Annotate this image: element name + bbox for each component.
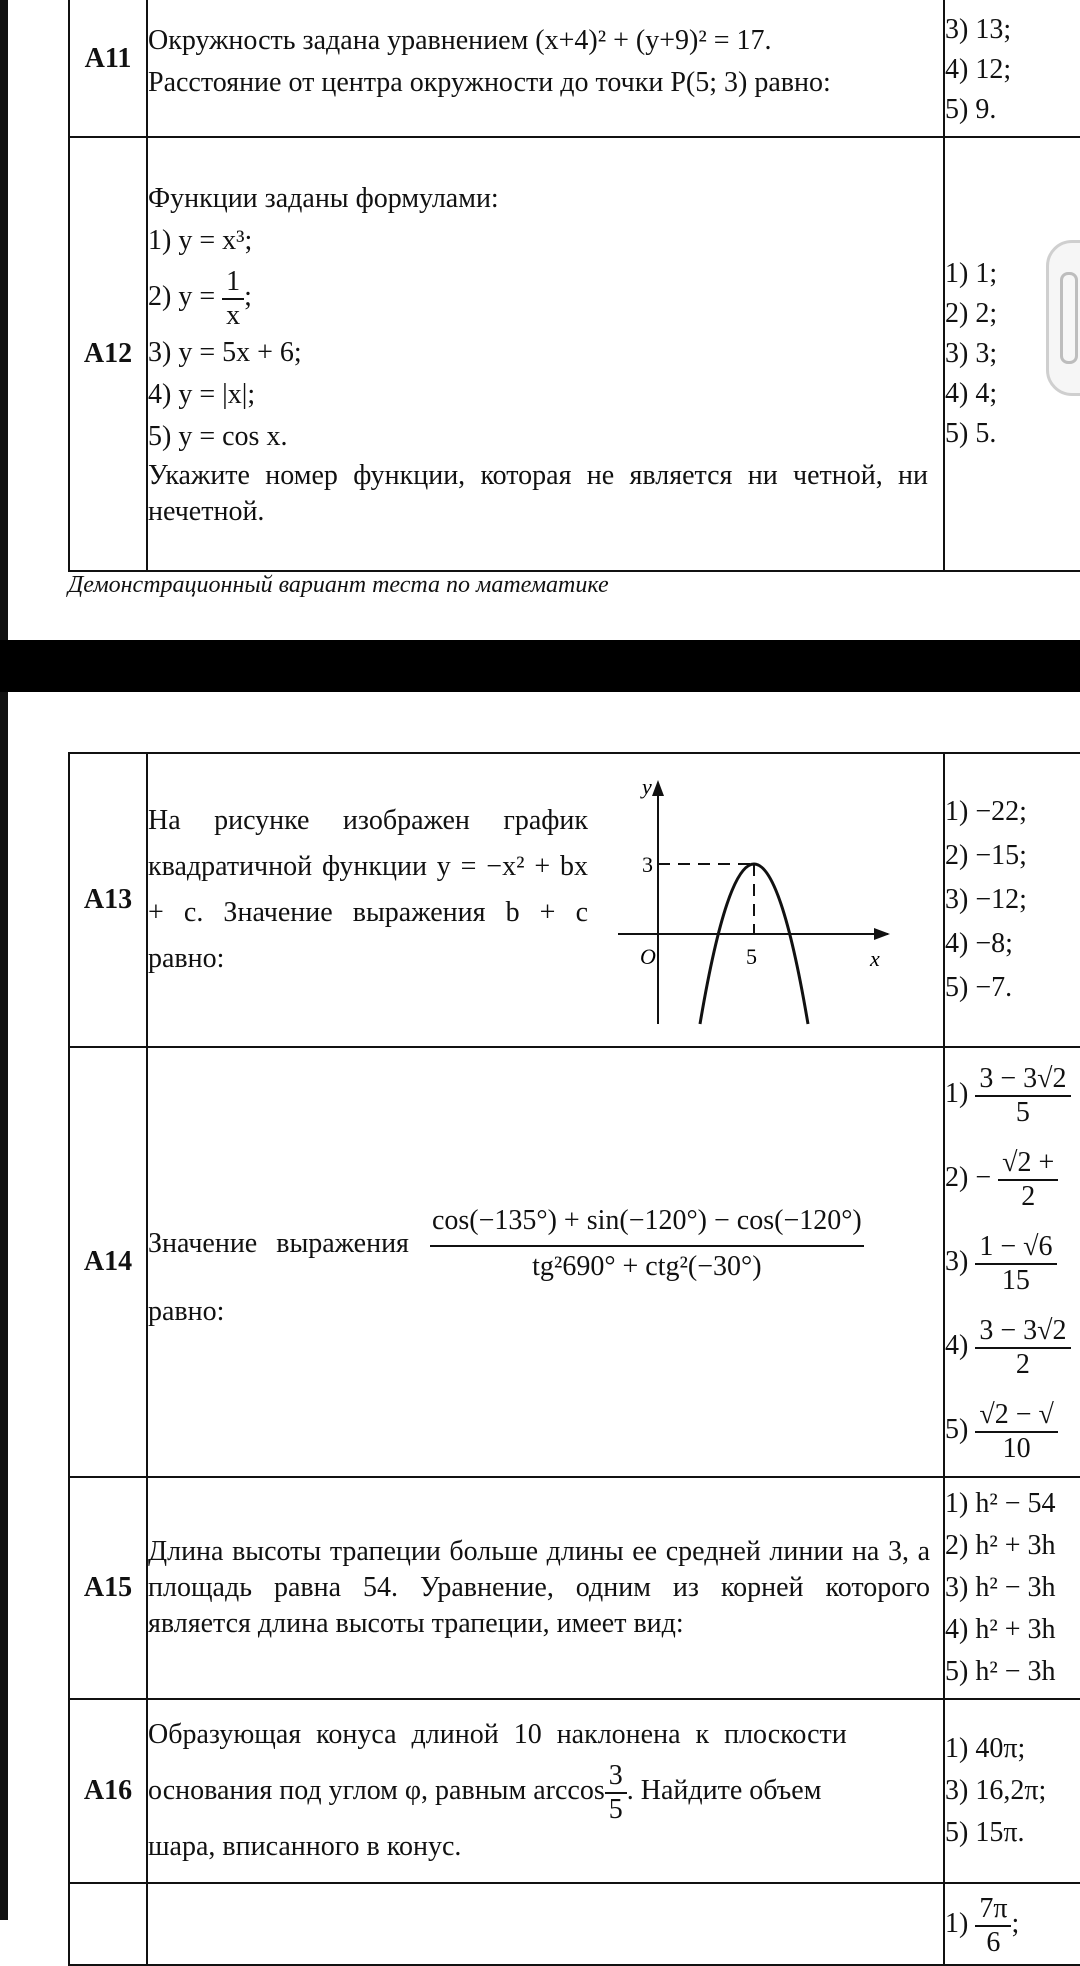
answer-option: 4) $\frac{3 - 3√2}{2}$ (945, 1304, 1080, 1388)
question-text (147, 137, 944, 571)
answer-options (944, 753, 1080, 1047)
answer-option: 4) h² + 3h (945, 1614, 1056, 1645)
parabola-graph (618, 774, 898, 1034)
question-line: Функции заданы формулами: (148, 183, 499, 214)
question-row-a13 (69, 753, 1080, 1047)
fraction: $\frac{1}{x}$ (222, 266, 244, 332)
question-line: Окружность задана уравнением (x+4)² + (y+9)² = 17. (148, 25, 772, 56)
x-arrow-icon (874, 928, 890, 940)
answer-option: 4) 12; (945, 54, 1012, 85)
question-text (147, 753, 944, 1047)
answer-option: 3) 13; (945, 14, 1012, 45)
tick-label-3: 3 (642, 852, 653, 877)
question-line: шара, вписанного в конус. (148, 1831, 462, 1862)
answer-option: 2) − $\frac{√2 +}{2}$ (945, 1136, 1080, 1220)
question-number: A16 (69, 1699, 147, 1883)
fraction: $\frac{3}{5}$ (605, 1760, 627, 1826)
page-footer: Демонстрационный вариант теста по математике (68, 572, 609, 598)
question-line: Значение выражения $\frac{\cos(-135^\circ) + \sin(-120^\circ) - \cos(-120^\circ)}{\text{tg²690° + ctg²(−30°)}}$ (148, 1201, 943, 1287)
question-row-a11 (69, 0, 1080, 137)
answer-option: 5) $\frac{√2 - √}{10}$ (945, 1388, 1080, 1472)
answer-option: 5) 15π. (945, 1817, 1025, 1848)
answer-option: 1) h² − 54 (945, 1488, 1056, 1519)
formula-1: 1) y = x³; (148, 225, 253, 256)
question-line: Образующая конуса длиной 10 наклонена к плоскости (148, 1719, 847, 1750)
question-number: A13 (69, 753, 147, 1047)
question-text (147, 0, 944, 137)
answer-option: 3) $\frac{1 - √6}{15}$ (945, 1220, 1080, 1304)
answer-option: 5) h² − 3h (945, 1656, 1056, 1687)
answer-options (944, 0, 1080, 137)
answer-option: 1) −22; (945, 796, 1027, 827)
formula-2: 2) y = $\frac{1}{x}$ ; (148, 265, 252, 331)
answer-option: 1) $\frac{7\pi}{6}$ ; (945, 1892, 1020, 1958)
scroll-handle-grip-icon (1060, 272, 1078, 364)
question-row-a15 (69, 1477, 1080, 1699)
question-row-a16 (69, 1699, 1080, 1883)
question-row-a12 (69, 137, 1080, 571)
answer-options (944, 1047, 1080, 1477)
question-line: На рисунке изображен график квадратичной функции y = −x² + bx + c. Значение выражения b + c равно: (148, 805, 588, 974)
answer-option: 3) −12; (945, 884, 1027, 915)
answer-option: 5) −7. (945, 972, 1013, 1003)
question-line: Расстояние от центра окружности до точки P(5; 3) равно: (148, 67, 831, 98)
expression-fraction: $\frac{\cos(-135^\circ) + \sin(-120^\circ) - \cos(-120^\circ)}{\text{tg²690° + ctg²(−30°)}}$ (430, 1201, 864, 1287)
page-edge-left (0, 0, 8, 640)
answer-option: 5) 5. (945, 418, 997, 449)
page-edge-left (0, 692, 8, 1920)
formula-4: 4) y = |x|; (148, 379, 256, 410)
question-number: A12 (69, 137, 147, 571)
question-text (147, 1883, 944, 1965)
question-number: A11 (69, 0, 147, 137)
y-label: y (642, 774, 652, 799)
questions-table-page2 (68, 752, 1080, 1966)
question-line: равно: (148, 1296, 225, 1327)
question-number (69, 1883, 147, 1965)
formula-5: 5) y = cos x. (148, 421, 288, 452)
question-number: A14 (69, 1047, 147, 1477)
y-arrow-icon (652, 780, 664, 796)
answer-option: 5) 9. (945, 94, 997, 125)
answer-options (944, 1883, 1080, 1965)
tick-label-5: 5 (746, 944, 757, 969)
answer-option: 4) −8; (945, 928, 1013, 959)
question-text (147, 1047, 944, 1477)
answer-option: 3) h² − 3h (945, 1572, 1056, 1603)
answer-option: 1) 1; (945, 258, 998, 289)
question-number: A15 (69, 1477, 147, 1699)
page-separator (0, 640, 1080, 692)
origin-label: O (640, 944, 656, 969)
formula-3: 3) y = 5x + 6; (148, 337, 302, 368)
answer-option: 3) 16,2π; (945, 1775, 1047, 1806)
questions-table-page1 (68, 0, 1080, 572)
question-text (147, 1699, 944, 1883)
answer-options (944, 1699, 1080, 1883)
answer-options (944, 1477, 1080, 1699)
x-label: x (870, 946, 880, 971)
answer-option: 1) $\frac{3 - 3√2}{5}$ (945, 1052, 1080, 1136)
question-line: Длина высоты трапеции больше длины ее средней линии на 3, а площадь равна 54. Уравнение, одним из корней которого является длина высоты трапеции, имеет вид: (148, 1536, 930, 1639)
question-row-a17 (69, 1883, 1080, 1965)
answer-option: 3) 3; (945, 338, 998, 369)
question-text (147, 1477, 944, 1699)
question-line: основания под углом φ, равным arccos $\frac{3}{5}$ . Найдите объем (148, 1759, 822, 1825)
question-task: Укажите номер функции, которая не является ни четной, ни нечетной. (148, 460, 928, 527)
answer-option: 2) h² + 3h (945, 1530, 1056, 1561)
answer-option: 2) 2; (945, 298, 998, 329)
answer-option: 2) −15; (945, 840, 1027, 871)
answer-option: 4) 4; (945, 378, 998, 409)
answer-option: 1) 40π; (945, 1733, 1026, 1764)
question-row-a14 (69, 1047, 1080, 1477)
